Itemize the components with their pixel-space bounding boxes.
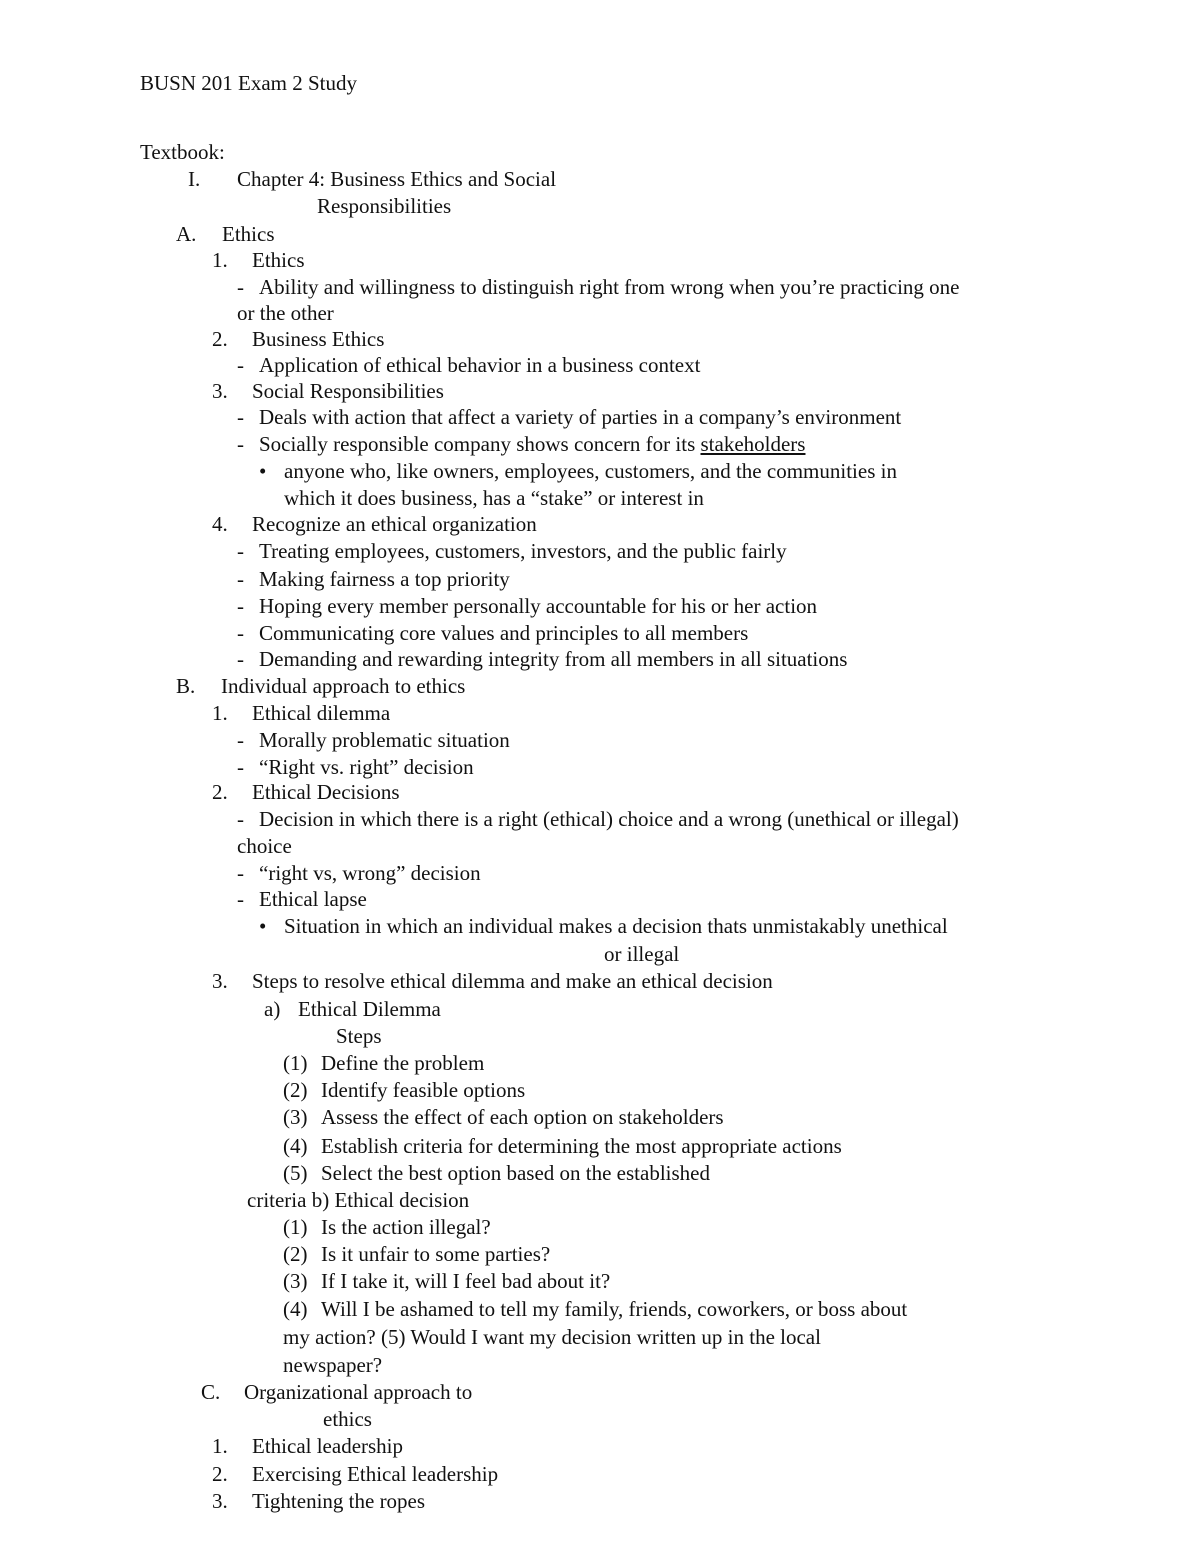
definition-text: or the other [237, 301, 334, 325]
sub-marker: a) [264, 997, 281, 1021]
dash-marker: - [237, 887, 244, 911]
list-marker: 2. [212, 780, 228, 804]
list-item-title: Steps to resolve ethical dilemma and make an ethical decision [252, 969, 773, 993]
section-b-title: Individual approach to ethics [221, 674, 466, 698]
list-marker: 3. [212, 969, 228, 993]
step-text: Define the problem [321, 1051, 485, 1075]
wrapped-text: newspaper? [283, 1353, 383, 1377]
dash-marker: - [237, 432, 244, 456]
point-text: Morally problematic situation [259, 728, 510, 752]
dash-marker: - [237, 807, 244, 831]
step-text: Assess the effect of each option on stakeholders [321, 1105, 724, 1129]
bullet-text: or illegal [604, 942, 680, 966]
point-text: Communicating core values and principles to all members [259, 621, 749, 645]
step-text: Identify feasible options [321, 1078, 526, 1102]
section-a-marker: A. [176, 222, 197, 246]
sub-title: Ethical Dilemma [298, 997, 441, 1021]
question-text: If I take it, will I feel bad about it? [321, 1269, 611, 1293]
stakeholders-term: stakeholders [700, 432, 806, 456]
dash-marker: - [237, 275, 244, 299]
list-item-title: Ethical dilemma [252, 701, 391, 725]
definition-prefix: Socially responsible company shows concern for its [259, 432, 701, 456]
dash-marker: - [237, 861, 244, 885]
list-marker: 1. [212, 248, 228, 272]
step-number: (2) [283, 1078, 308, 1102]
dash-marker: - [237, 567, 244, 591]
question-number: (1) [283, 1215, 308, 1239]
point-text: Making fairness a top priority [259, 567, 510, 591]
step-text: Select the best option based on the established [321, 1161, 710, 1185]
chapter-title-continued: Responsibilities [317, 194, 452, 218]
step-number: (5) [283, 1161, 308, 1185]
textbook-label: Textbook: [140, 140, 225, 164]
list-marker: 4. [212, 512, 228, 536]
chapter-title: Chapter 4: Business Ethics and Social [237, 167, 557, 191]
list-item-title: Tightening the ropes [252, 1489, 426, 1513]
bullet-text: Situation in which an individual makes a decision thats unmistakably unethical [284, 914, 948, 938]
list-item-title: Recognize an ethical organization [252, 512, 537, 536]
dash-marker: - [237, 728, 244, 752]
wrapped-text: criteria b) Ethical decision [247, 1188, 470, 1212]
list-marker: 3. [212, 1489, 228, 1513]
section-c-title: Organizational approach to [244, 1380, 473, 1404]
section-c-marker: C. [201, 1380, 221, 1404]
sub-title-continued: Steps [336, 1024, 382, 1048]
point-text: Demanding and rewarding integrity from all members in all situations [259, 647, 848, 671]
dash-marker: - [237, 594, 244, 618]
section-a-title: Ethics [222, 222, 275, 246]
point-text: “Right vs. right” decision [259, 755, 474, 779]
definition-text: Ethical lapse [259, 887, 367, 911]
definition-text: “right vs, wrong” decision [259, 861, 481, 885]
definition-text: Ability and willingness to distinguish right from wrong when you’re practicing one [259, 275, 960, 299]
dash-marker: - [237, 539, 244, 563]
dash-marker: - [237, 405, 244, 429]
bullet-text: anyone who, like owners, employees, customers, and the communities in [284, 459, 897, 483]
point-text: Hoping every member personally accountable for his or her action [259, 594, 818, 618]
list-item-title: Ethical leadership [252, 1434, 404, 1458]
list-marker: 1. [212, 701, 228, 725]
step-number: (3) [283, 1105, 308, 1129]
list-item-title: Business Ethics [252, 327, 385, 351]
list-marker: 3. [212, 379, 228, 403]
section-c-title-continued: ethics [323, 1407, 372, 1431]
section-b-marker: B. [176, 674, 196, 698]
step-number: (4) [283, 1134, 308, 1158]
dash-marker: - [237, 755, 244, 779]
list-item-title: Exercising Ethical leadership [252, 1462, 499, 1486]
question-text: Is it unfair to some parties? [321, 1242, 551, 1266]
list-item-title: Ethics [252, 248, 305, 272]
question-number: (2) [283, 1242, 308, 1266]
definition-text [259, 431, 805, 457]
page-title: BUSN 201 Exam 2 Study [140, 71, 358, 95]
dash-marker: - [237, 353, 244, 377]
step-text: Establish criteria for determining the most appropriate actions [321, 1134, 842, 1158]
bullet-text: which it does business, has a “stake” or interest in [284, 486, 704, 510]
list-marker: 2. [212, 1462, 228, 1486]
question-text: Will I be ashamed to tell my family, friends, coworkers, or boss about [321, 1297, 908, 1321]
list-marker: 1. [212, 1434, 228, 1458]
definition-text: Application of ethical behavior in a business context [259, 353, 701, 377]
chapter-marker: I. [188, 167, 201, 191]
definition-text: Deals with action that affect a variety of parties in a company’s environment [259, 405, 902, 429]
list-item-title: Ethical Decisions [252, 780, 400, 804]
question-number: (3) [283, 1269, 308, 1293]
list-marker: 2. [212, 327, 228, 351]
definition-text: choice [237, 834, 292, 858]
bullet-marker: • [259, 914, 267, 938]
definition-text: Decision in which there is a right (ethical) choice and a wrong (unethical or illegal) [259, 807, 959, 831]
step-number: (1) [283, 1051, 308, 1075]
dash-marker: - [237, 647, 244, 671]
wrapped-text: my action? (5) Would I want my decision written up in the local [283, 1325, 821, 1349]
point-text: Treating employees, customers, investors, and the public fairly [259, 539, 787, 563]
question-number: (4) [283, 1297, 308, 1321]
dash-marker: - [237, 621, 244, 645]
list-item-title: Social Responsibilities [252, 379, 444, 403]
question-text: Is the action illegal? [321, 1215, 491, 1239]
bullet-marker: • [259, 459, 267, 483]
